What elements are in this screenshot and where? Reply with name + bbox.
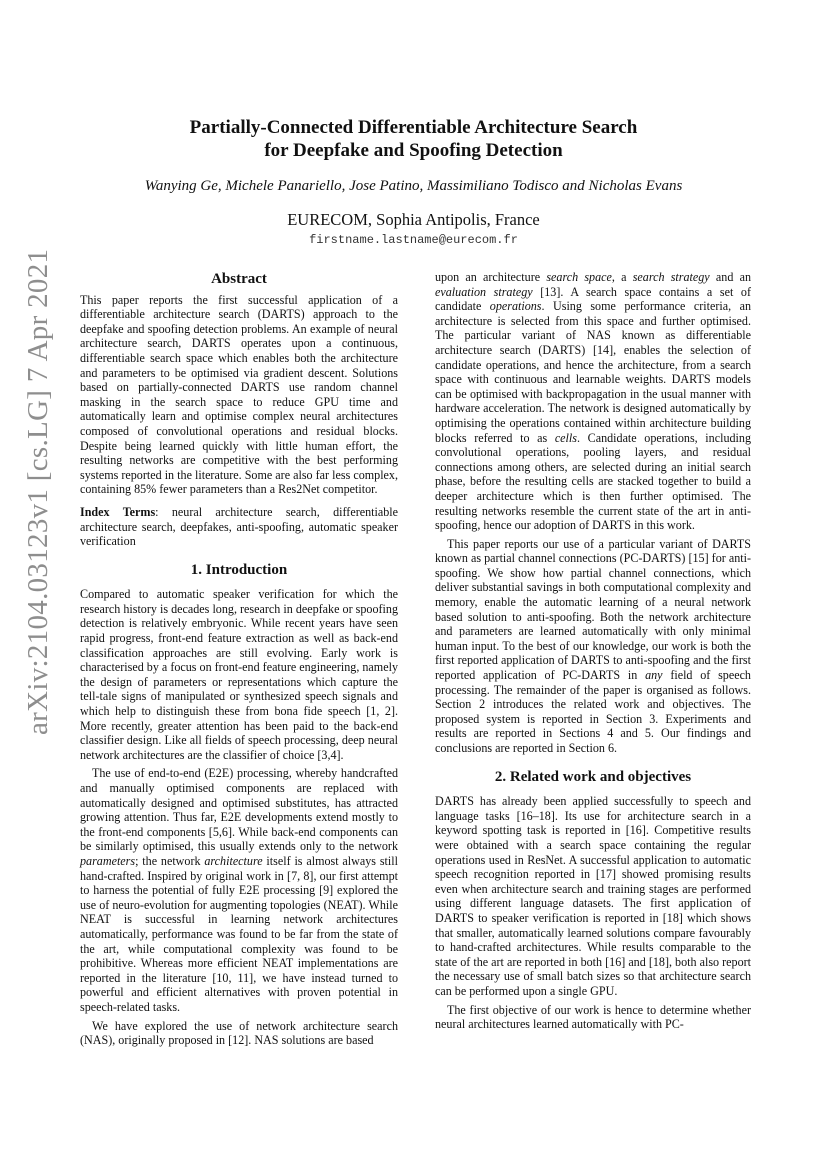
text-run: upon an architecture <box>435 270 547 284</box>
abstract-text: This paper reports the first successful application of a differentiable architecture search (DARTS) approach to the deepfake and spoofing detection problems. An example of neural architecture search, DARTS operates upon a continuous, differentiable search space which enables both the architecture and parameters to be optimised via gradient descent. Solutions based on partially-connected DARTS use random channel masking in the search space to reduce GPU time and automatically learn and optimise complex neural architectures composed of convolutional operations and residual blocks. Despite being learned quickly with little human effort, the resulting networks are competitive with the best performing systems reported in the literature. Some are also far less complex, containing 85% fewer parameters than a Res2Net competitor. <box>80 292 398 497</box>
related-paragraph-1: DARTS has already been applied successfully to speech and language tasks [16–18]. Its use for architecture search in a keyword spotting task is reported in [16]. Competitive results were obtained with a search space containing the regular operations used in ResNet. A successful application to automatic speech recognition reported in [17] showed promising results even when architecture search and training stages are performed using different language datasets. The first application of DARTS to speaker verification is reported in [18] which shows that smaller, automatically learned solutions compare favourably to hand-crafted architectures. While results comparable to the state of the art are reported in both [16] and [18], both also report the necessary use of small batch sizes so that architecture search can be performed upon a single GPU. <box>435 794 751 998</box>
emphasis: evaluation strategy <box>435 284 533 299</box>
emphasis: parameters <box>80 853 136 868</box>
text-run: . Using some performance criteria, an architecture is selected from this space and further optimised. The particular variant of NAS known as differentiable architecture search (DARTS) [14], enables the selection of candidate operations, and hence the architecture, from a search space with continuous and learnable weights. DARTS models can be optimised with backpropagation in the usual manner with hardware acceleration. The network is designed automatically by optimising the operations contained within architecture building blocks referred to as <box>435 299 751 445</box>
index-terms <box>80 505 398 549</box>
emphasis: search strategy <box>632 270 710 284</box>
left-column <box>80 270 398 1052</box>
text-run: itself is almost always still hand-crafted. Inspired by original work in [7, 8], our first attempt to harness the potential of fully E2E processing [9] explored the use of neuro-evolution for augmenting topologies (NEAT). While NEAT is successful in learning network architectures automatically, performance was found to be far from the state of the art, while computational complexity was found to be prohibitive. Whereas more efficient NEAT implementations are reported in the literature [10, 11], we have instead turned to powerful and efficient alternatives with proven potential in speech-related tasks. <box>80 853 398 1014</box>
arxiv-identifier: arXiv:2104.03123v1 [cs.LG] 7 Apr 2021 <box>22 248 54 735</box>
paper-title <box>110 116 717 162</box>
affiliation: EURECOM, Sophia Antipolis, France <box>287 210 540 229</box>
text-run: The use of end-to-end (E2E) processing, whereby handcrafted and manually optimised components are replaced with automatically designed and optimised substitutes, has attracted growing attention. Thus far, E2E developments extend mostly to the front-end components [5,6]. While back-end components can be similarly optimised, this usually extends only to the network <box>80 766 398 854</box>
index-terms-text: : neural architecture search, differentiable architecture search, deepfakes, anti-spoofing, automatic speaker verification <box>80 504 398 549</box>
title-line-1: Partially-Connected Differentiable Architecture Search <box>189 117 638 138</box>
text-run: This paper reports our use of a particular variant of DARTS known as partial channel connections (PC-DARTS) [15] for anti-spoofing. We show how partial channel connections, which deliver substantial savings in both computational complexity and memory, enable the automatic learning of a neural network based solution to anti-spoofing. Both the network architecture and parameters are learned automatically with only minimal human input. To the best of our knowledge, our work is both the first reported application of DARTS to anti-spoofing and the first reported application of PC-DARTS in <box>435 536 751 683</box>
abstract-heading: Abstract <box>211 271 267 287</box>
text-run: and an <box>709 270 751 284</box>
related-paragraph-2: The first objective of our work is hence to determine whether neural architectures learned automatically with PC- <box>435 1002 751 1032</box>
text-run: . Candidate operations, including convolutional operations, pooling layers, and residual connections among others, are selected during an initial search phase, before the resulting cells are stacked together to build a deeper architecture which is then further optimised. The resulting networks resemble the current state of the art in anti-spoofing, hence our adoption of DARTS in this work. <box>435 430 751 533</box>
emphasis: operations <box>489 299 542 314</box>
text-run: , a <box>611 270 633 284</box>
intro-paragraph-3: We have explored the use of network architecture search (NAS), originally proposed in [12]. NAS solutions are based <box>80 1018 398 1048</box>
email: firstname.lastname@eurecom.fr <box>309 233 518 247</box>
title-line-2: for Deepfake and Spoofing Detection <box>264 140 563 161</box>
intro-paragraph-1: Compared to automatic speaker verification for which the research history is decades long, research in deepfake or spoofing detection is relatively embryonic. While recent years have seen rapid progress, front-end feature extraction as well as back-end classification approaches are still evolving. Early work is characterised by a focus on front-end feature engineering, namely the design of parameters or representations which capture the tell-tale signs of manipulated or synthesized speech signals and which help to distinguish these from bona fide speech [1, 2]. More recently, greater attention has been paid to the back-end classifier design. Like all fields of speech processing, deep neural network architectures are the classifier of choice [3,4]. <box>80 587 398 762</box>
nas-paragraph <box>435 270 751 533</box>
emphasis: any <box>645 668 663 683</box>
index-terms-label: Index Terms <box>80 504 156 519</box>
emphasis: architecture <box>204 853 263 868</box>
section-2-heading: 2. Related work and objectives <box>494 768 692 785</box>
text-run: [13]. A search space contains a set of candidate <box>435 284 751 314</box>
pc-darts-paragraph <box>435 537 751 756</box>
text-run: ; the network <box>135 853 205 868</box>
intro-paragraph-2 <box>80 766 398 1014</box>
section-1-heading: 1. Introduction <box>190 561 288 578</box>
emphasis: search space <box>546 270 612 284</box>
emphasis: cells <box>554 430 577 445</box>
right-column <box>435 270 751 1036</box>
authors: Wanying Ge, Michele Panariello, Jose Patino, Massimiliano Todisco and Nicholas Evans <box>144 178 683 194</box>
text-run: field of speech processing. The remainder of the paper is organised as follows. Section 2 introduces the related work and objectives. The proposed system is reported in Section 3. Experiments and results are reported in Sections 4 and 5. Our findings and conclusions are reported in Section 6. <box>435 668 751 755</box>
